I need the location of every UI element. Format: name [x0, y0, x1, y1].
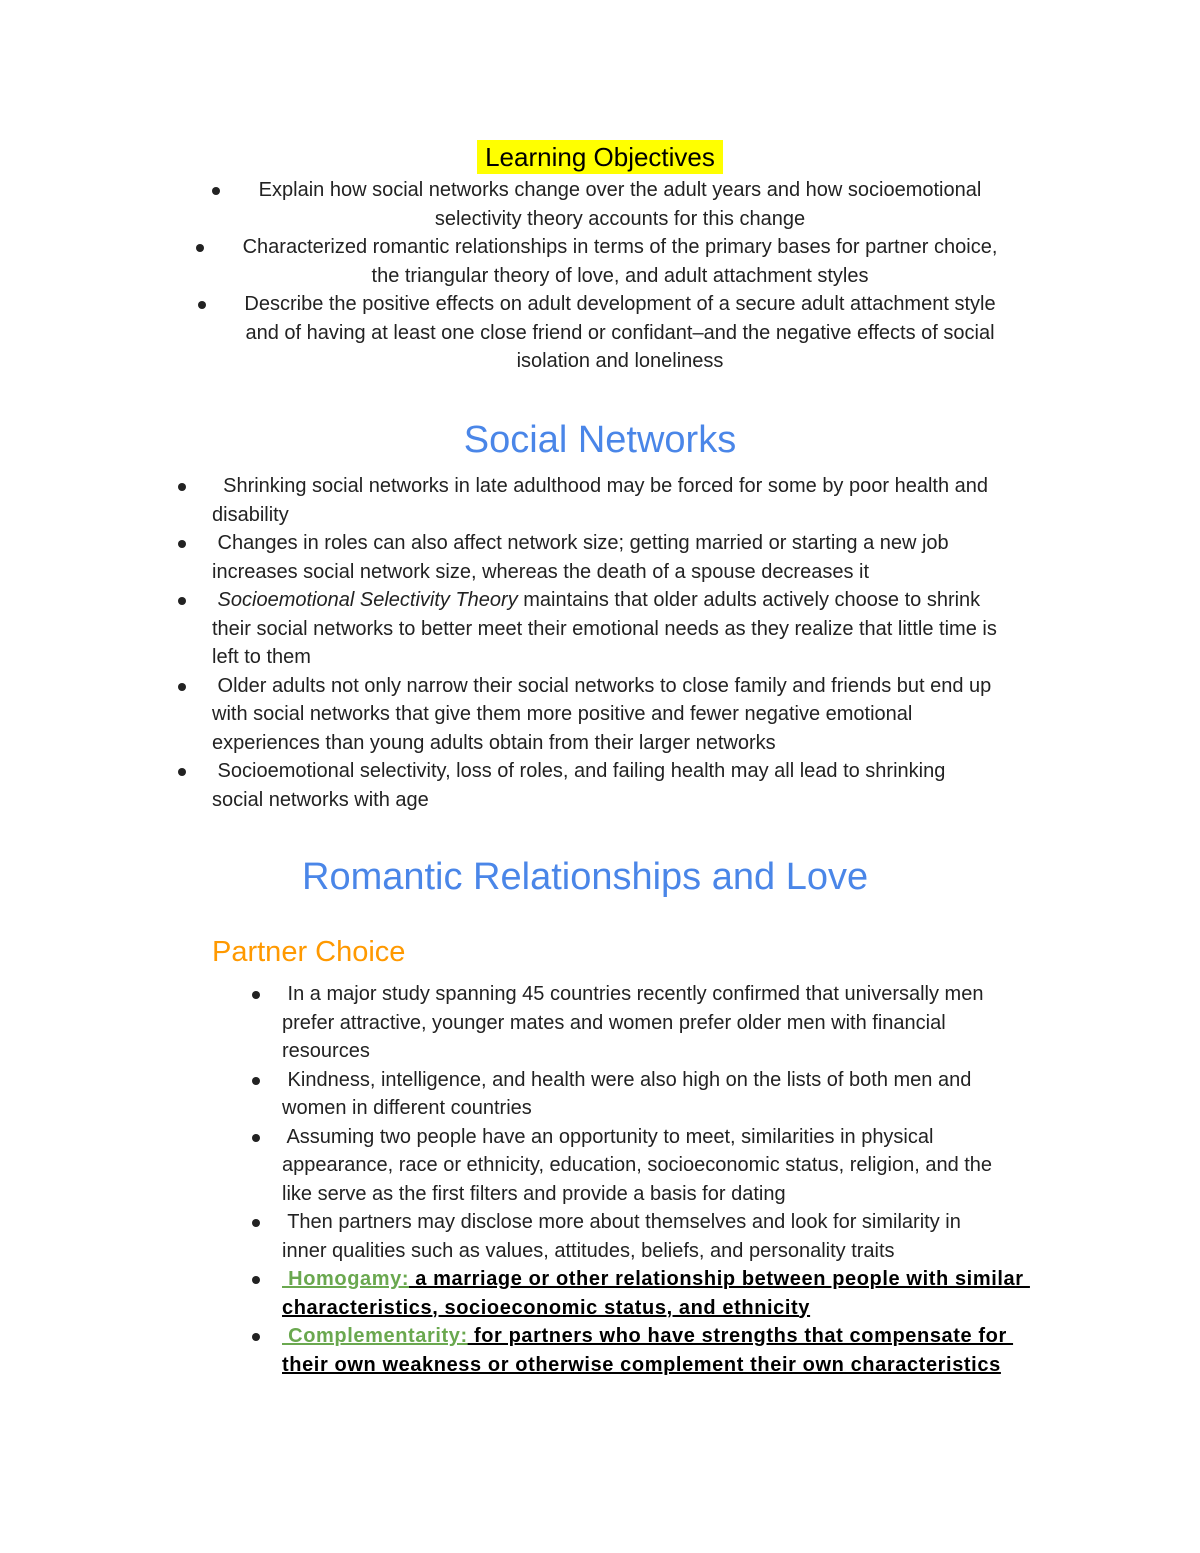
list-item: Older adults not only narrow their social networks to close family and friends but end up with social networks that give them more positive and fewer negative emotional experiences than young adults obtain from their larger networks	[176, 672, 1066, 758]
partner-choice-list	[248, 980, 1068, 1379]
term-complementarity: Complementarity:	[282, 1325, 468, 1347]
term-homogamy: Homogamy:	[282, 1268, 410, 1290]
romantic-relationships-heading: Romantic Relationships and Love	[302, 856, 869, 898]
theory-name: Socioemotional Selectivity Theory	[212, 589, 518, 611]
bullet-icon	[178, 540, 186, 548]
bullet-icon	[212, 187, 220, 195]
definition-homogamy: Homogamy: a marriage or other relationship between people with similar characteristics, socioeconomic status, and ethnicity	[248, 1265, 1068, 1322]
social-networks-heading: Social Networks	[463, 419, 737, 461]
list-item: Assuming two people have an opportunity to meet, similarities in physical appearance, race or ethnicity, education, socioeconomic status, religion, and the like serve as the first filters and provide a basis for dating	[248, 1123, 1068, 1209]
partner-choice-heading: Partner Choice	[212, 936, 406, 968]
learning-objectives-header	[0, 140, 1200, 174]
list-item: Socioemotional Selectivity Theory maintains that older adults actively choose to shrink their social networks to better meet their emotional needs as they realize that little time is left to them	[176, 586, 1066, 672]
list-item: Changes in roles can also affect network size; getting married or starting a new job increases social network size, whereas the death of a spouse decreases it	[176, 529, 1066, 586]
list-item: Then partners may disclose more about themselves and look for similarity in inner qualities such as values, attitudes, beliefs, and personality traits	[248, 1208, 1068, 1265]
list-item: Socioemotional selectivity, loss of roles, and failing health may all lead to shrinking social networks with age	[176, 757, 1066, 814]
bullet-icon	[252, 1077, 260, 1085]
list-item: Shrinking social networks in late adulthood may be forced for some by poor health and disability	[176, 472, 1066, 529]
bullet-icon	[178, 683, 186, 691]
definition-complementarity: Complementarity: for partners who have strengths that compensate for their own weakness or otherwise complement their own characteristics	[248, 1322, 1068, 1379]
bullet-icon	[178, 768, 186, 776]
bullet-icon	[252, 1333, 260, 1341]
bullet-icon	[252, 1134, 260, 1142]
social-networks-list	[176, 472, 1066, 814]
learning-objectives-list	[190, 176, 1050, 376]
list-item: Characterized romantic relationships in terms of the primary bases for partner choice, the triangular theory of love, and adult attachment styles	[190, 233, 1050, 290]
list-item: Kindness, intelligence, and health were also high on the lists of both men and women in different countries	[248, 1066, 1068, 1123]
bullet-icon	[196, 244, 204, 252]
list-item: Explain how social networks change over the adult years and how socioemotional selectivity theory accounts for this change	[190, 176, 1050, 233]
list-item: In a major study spanning 45 countries recently confirmed that universally men prefer attractive, younger mates and women prefer older men with financial resources	[248, 980, 1068, 1066]
bullet-icon	[252, 1276, 260, 1284]
learning-objectives-title: Learning Objectives	[477, 140, 723, 174]
bullet-icon	[178, 597, 186, 605]
bullet-icon	[252, 1219, 260, 1227]
bullet-icon	[178, 483, 186, 491]
bullet-icon	[252, 991, 260, 999]
list-item: Describe the positive effects on adult development of a secure adult attachment style and of having at least one close friend or confidant–and the negative effects of social isolation and loneliness	[190, 290, 1050, 376]
bullet-icon	[198, 301, 206, 309]
